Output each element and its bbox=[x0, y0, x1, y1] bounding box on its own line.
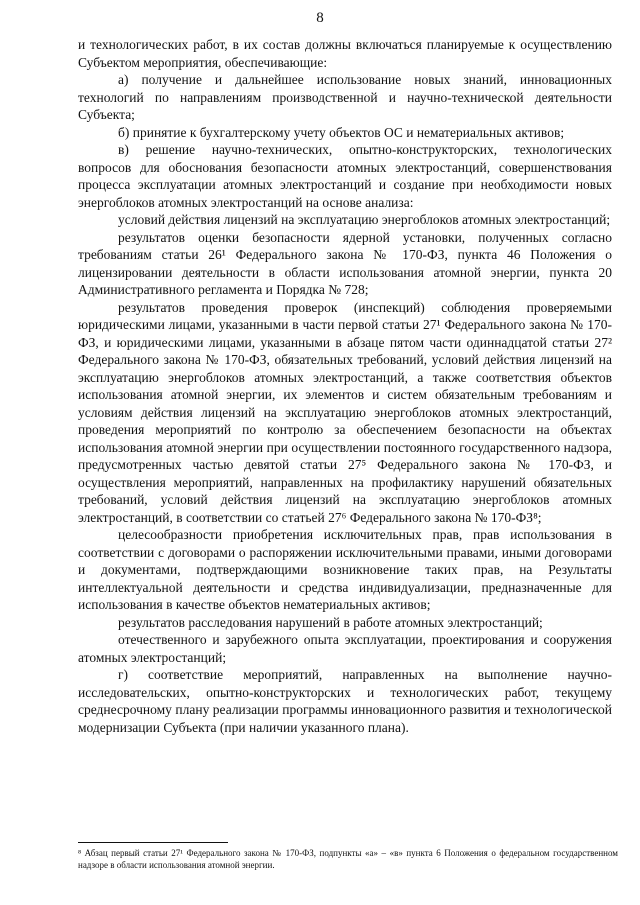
paragraph-item-b: б) принятие к бухгалтерскому учету объектов ОС и нематериальных активов; bbox=[118, 124, 565, 140]
footnote-divider bbox=[78, 842, 228, 843]
paragraph-item-g: г) соответствие мероприятий, направленных на выполнение научно-исследовательских, опытно-конструкторских и технологических работ, текущему среднесрочному плану реализации программы инновационного развития и технологической модернизации Субъекта (при наличии указанного плана). bbox=[78, 667, 612, 735]
paragraph-intro: и технологических работ, в их состав должны включаться планируемые к осуществлению Субъектом мероприятия, обеспечивающие: bbox=[78, 37, 612, 70]
footnote-8: ⁸ Абзац первый статьи 27¹ Федерального закона № 170-ФЗ, подпункты «а» – «в» пункта 6 Положения о федеральном государственном надзоре в области использования атомной энергии. bbox=[78, 848, 618, 870]
paragraph-inspections: результатов проведения проверок (инспекций) соблюдения проверяемыми юридическими лицами, указанными в части первой статьи 27¹ Федерального закона № 170-ФЗ, и юридическими лицами, указанными в абзаце пятом части одиннадцатой статьи 27² Федерального закона № 170-ФЗ, обязательных требований, условий действия лицензий на эксплуатацию энергоблоков атомных электростанций, а также соответствия объектов использования атомной энергии, их элементов и систем обязательным требованиям и условиям действия лицензий на эксплуатацию энергоблоков атомных электростанций, проведения мероприятий по контролю за обеспечением безопасности на объектах использования атомной энергии при осуществлении постоянного государственного надзора, предусмотренных частью девятой статьи 27⁵ Федерального закона № 170-ФЗ, и осуществления мероприятий, направленных на профилактику нарушений обязательных требований, условий действия лицензий на эксплуатацию энергоблоков атомных электростанций, в соответствии со статьей 27⁶ Федерального закона № 170-ФЗ⁸; bbox=[78, 299, 612, 525]
paragraph-license-conditions: условий действия лицензий на эксплуатацию энергоблоков атомных электростанций; bbox=[118, 212, 611, 227]
page-number: 8 bbox=[316, 10, 324, 26]
paragraph-violations: результатов расследования нарушений в работе атомных электростанций; bbox=[118, 614, 543, 630]
paragraph-item-a: а) получение и дальнейшее использование новых знаний, инновационных технологий по направлениям производственной и научно-технической деятельности Субъекта; bbox=[78, 72, 612, 122]
paragraph-exclusive-rights: целесообразности приобретения исключительных прав, прав использования в соответствии с договорами о распоряжении исключительными правами, иными договорами и документами, подтверждающими возникновение таких прав, на Результаты интеллектуальной деятельности и средства индивидуализации, предназначенные для использования в качестве объектов нематериальных активов; bbox=[78, 527, 612, 612]
paragraph-experience: отечественного и зарубежного опыта эксплуатации, проектирования и сооружения атомных электростанций; bbox=[78, 632, 612, 665]
paragraph-item-v: в) решение научно-технических, опытно-конструкторских, технологических вопросов для обоснования безопасности атомных электростанций, совершенствования процесса эксплуатации атомных электростанций и создание при необходимости новых энергоблоков атомных электростанций на основе анализа: bbox=[78, 142, 612, 210]
paragraph-safety-assessment: результатов оценки безопасности ядерной установки, полученных согласно требованиям статьи 26¹ Федерального закона № 170-ФЗ, пункта 46 Положения о лицензировании деятельности в области использования атомной энергии, пункта 20 Административного регламента и Порядка № 728; bbox=[78, 229, 612, 297]
document-body bbox=[78, 36, 612, 736]
